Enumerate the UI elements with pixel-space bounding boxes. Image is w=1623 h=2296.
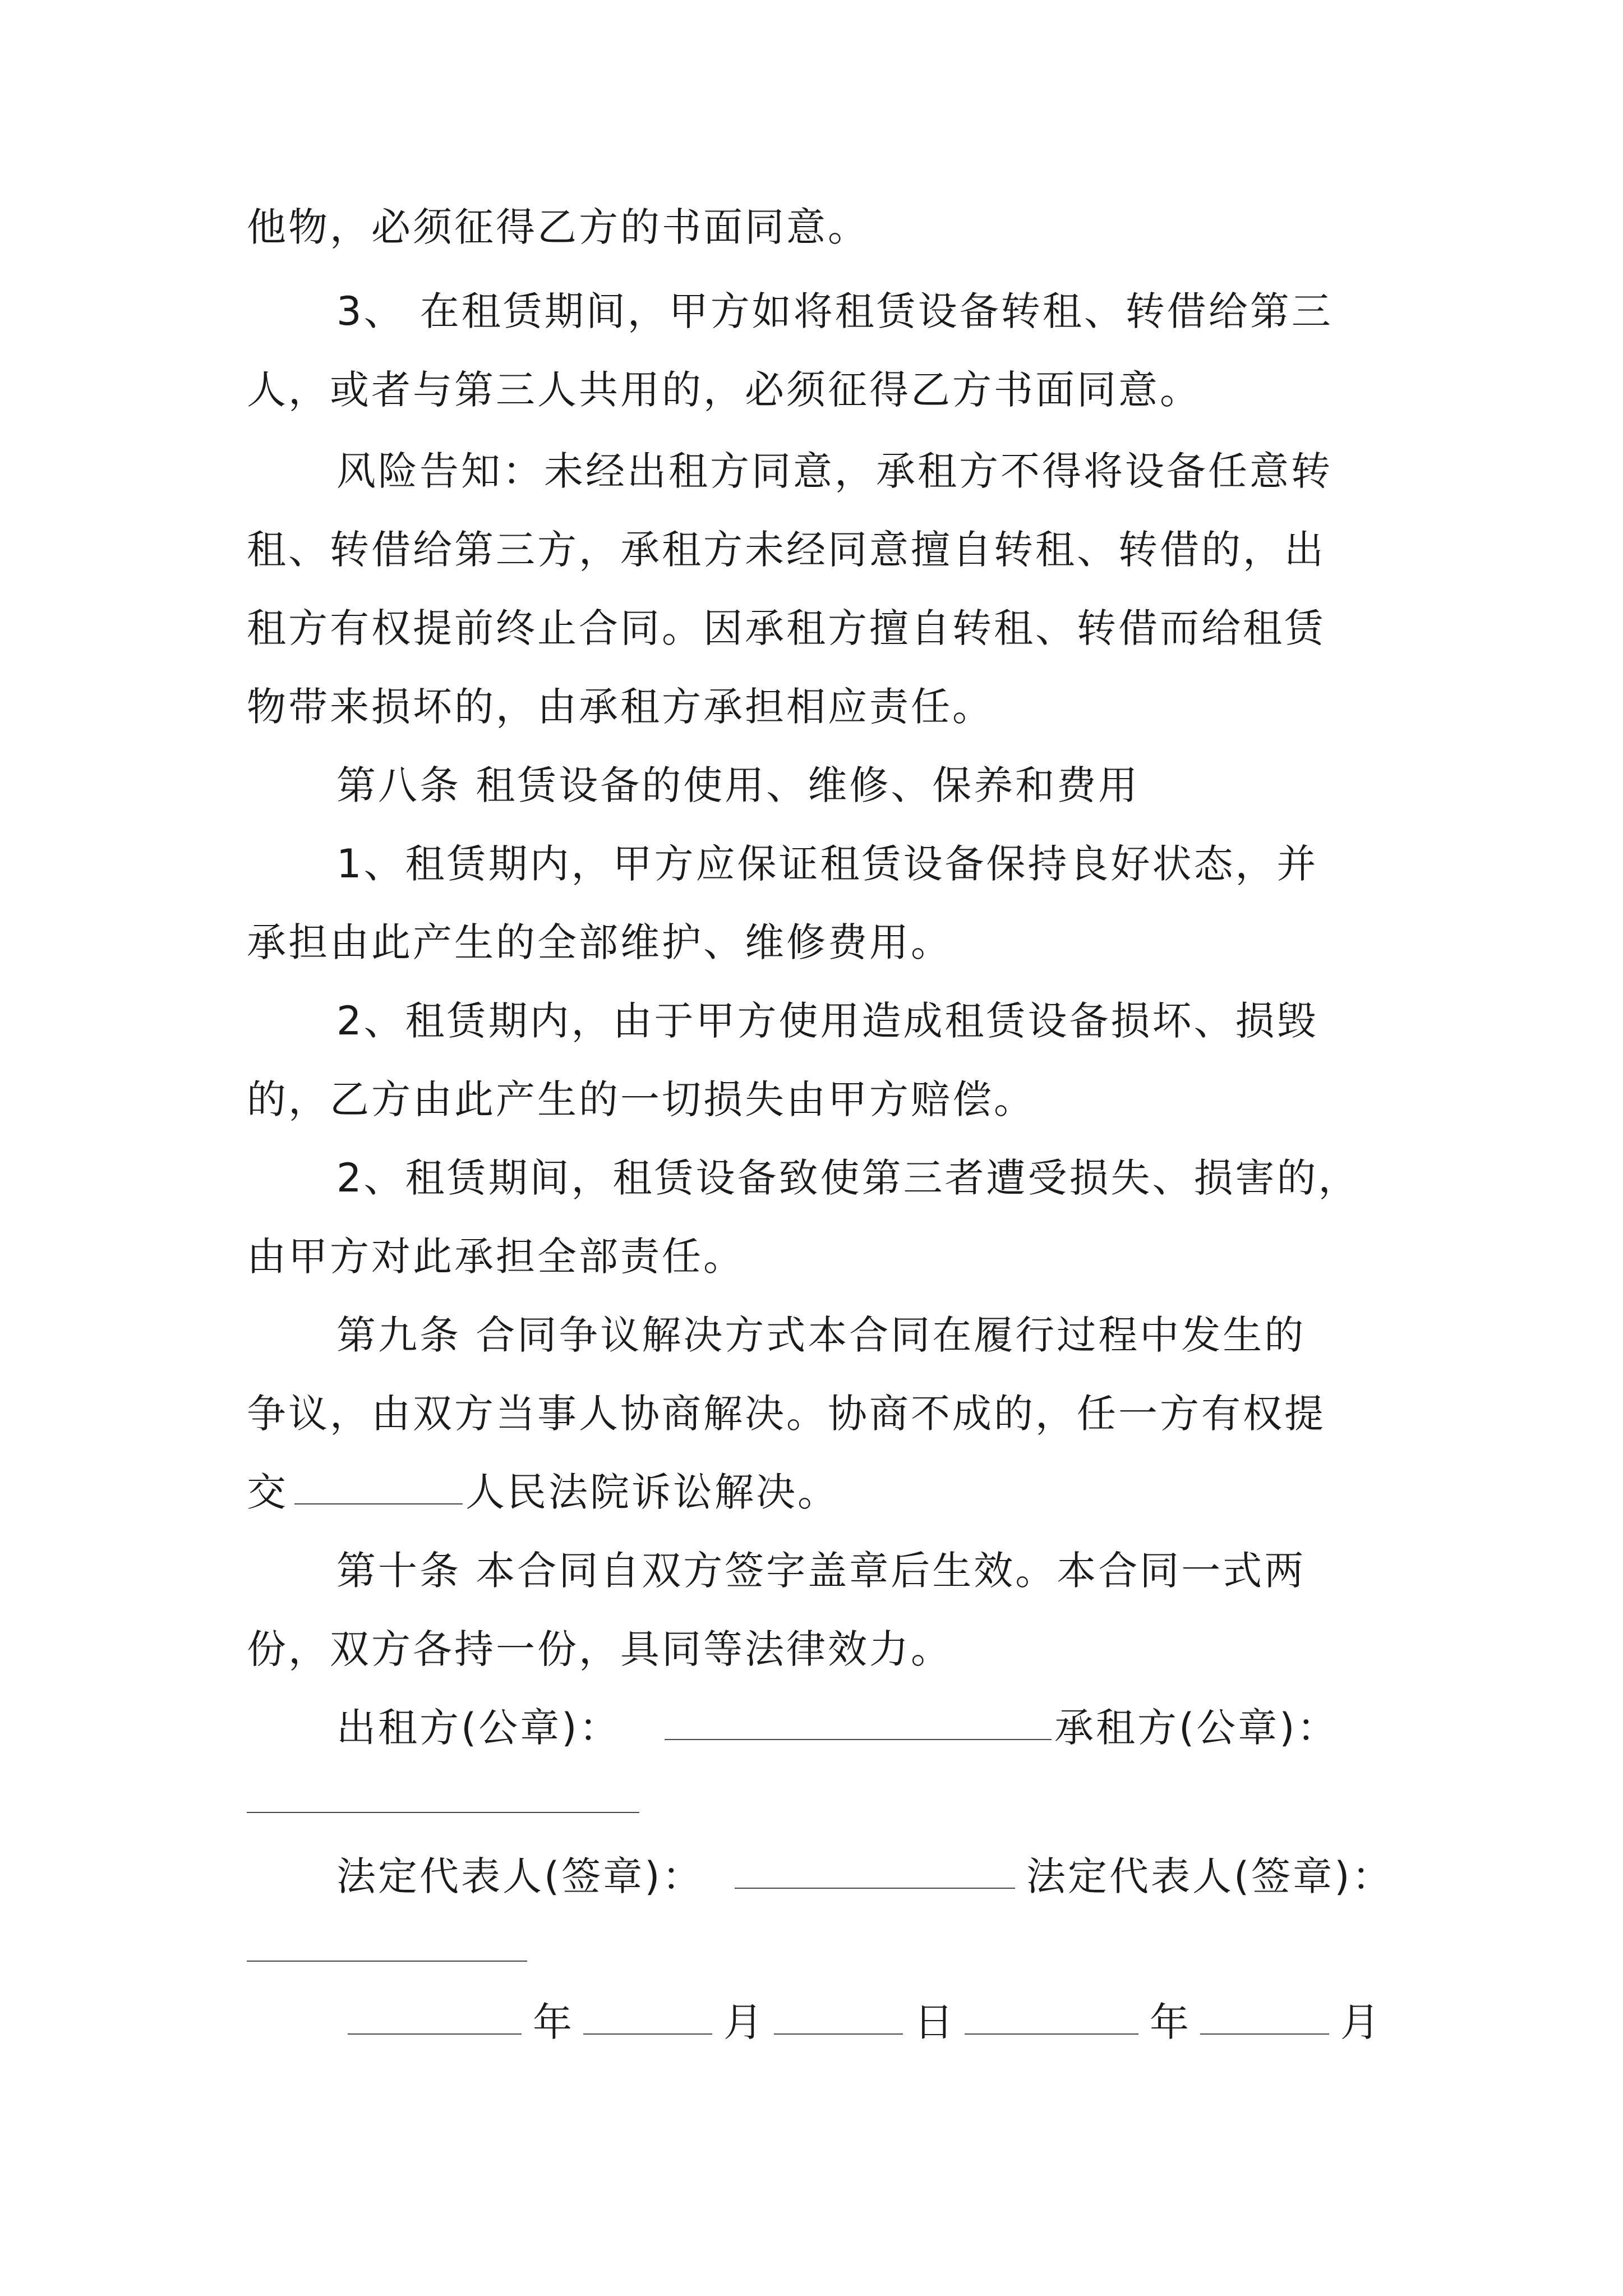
lessor-seal-blank [665, 1739, 1052, 1740]
year-blank-1 [348, 2033, 522, 2035]
text-line: 3、 在租赁期间，甲方如将租赁设备转租、转借给第三 [336, 288, 1333, 334]
text-line: 份，双方各持一份，具同等法律效力。 [247, 1626, 952, 1672]
year-label-2: 年 [1150, 1999, 1191, 2045]
month-blank-2 [1200, 2033, 1329, 2035]
section-heading: 第九条 合同争议解决方式本合同在履行过程中发生的 [336, 1312, 1306, 1358]
court-prefix: 交 [247, 1469, 288, 1515]
day-blank-1 [774, 2033, 903, 2035]
text-line: 租、转借给第三方，承租方未经同意擅自转租、转借的，出 [247, 527, 1326, 573]
text-line: 由甲方对此承担全部责任。 [247, 1234, 745, 1280]
text-line: 风险告知：未经出租方同意，承租方不得将设备任意转 [336, 448, 1332, 494]
month-label-1: 月 [723, 1999, 765, 2045]
lessee-rep-blank [247, 1961, 527, 1962]
lessor-rep-label: 法定代表人(签章)： [336, 1853, 704, 1899]
year-blank-2 [965, 2033, 1138, 2035]
lessee-seal-blank [247, 1812, 639, 1813]
text-line: 他物，必须征得乙方的书面同意。 [247, 204, 869, 250]
lessor-rep-blank [735, 1888, 1015, 1889]
month-label-2: 月 [1340, 1999, 1382, 2045]
day-label-1: 日 [914, 1999, 956, 2045]
text-line: 2、租赁期间，租赁设备致使第三者遭受损失、损害的， [336, 1155, 1360, 1201]
year-label-1: 年 [533, 1999, 574, 2045]
text-line: 租方有权提前终止合同。因承租方擅自转租、转借而给租赁 [247, 605, 1326, 651]
text-line: 的，乙方由此产生的一切损失由甲方赔偿。 [247, 1076, 1035, 1122]
lessee-rep-label: 法定代表人(签章)： [1026, 1853, 1394, 1899]
text-line: 物带来损坏的，由承租方承担相应责任。 [247, 684, 994, 730]
section-heading: 第八条 租赁设备的使用、维修、保养和费用 [336, 762, 1140, 808]
month-blank-1 [583, 2033, 712, 2035]
court-blank [294, 1503, 463, 1504]
text-line: 1、租赁期内，甲方应保证租赁设备保持良好状态，并 [336, 841, 1318, 887]
court-suffix: 人民法院诉讼解决。 [465, 1469, 839, 1515]
text-line: 承担由此产生的全部维护、维修费用。 [247, 919, 952, 965]
lessee-seal-label: 承租方(公章)： [1054, 1705, 1339, 1751]
text-line: 人，或者与第三人共用的，必须征得乙方书面同意。 [247, 367, 1201, 413]
text-line: 2、租赁期内，由于甲方使用造成租赁设备损坏、损毁 [336, 998, 1318, 1044]
lessor-seal-label: 出租方(公章)： [336, 1705, 621, 1751]
section-heading: 第十条 本合同自双方签字盖章后生效。本合同一式两 [336, 1548, 1306, 1594]
text-line: 争议，由双方当事人协商解决。协商不成的，任一方有权提 [247, 1391, 1326, 1437]
